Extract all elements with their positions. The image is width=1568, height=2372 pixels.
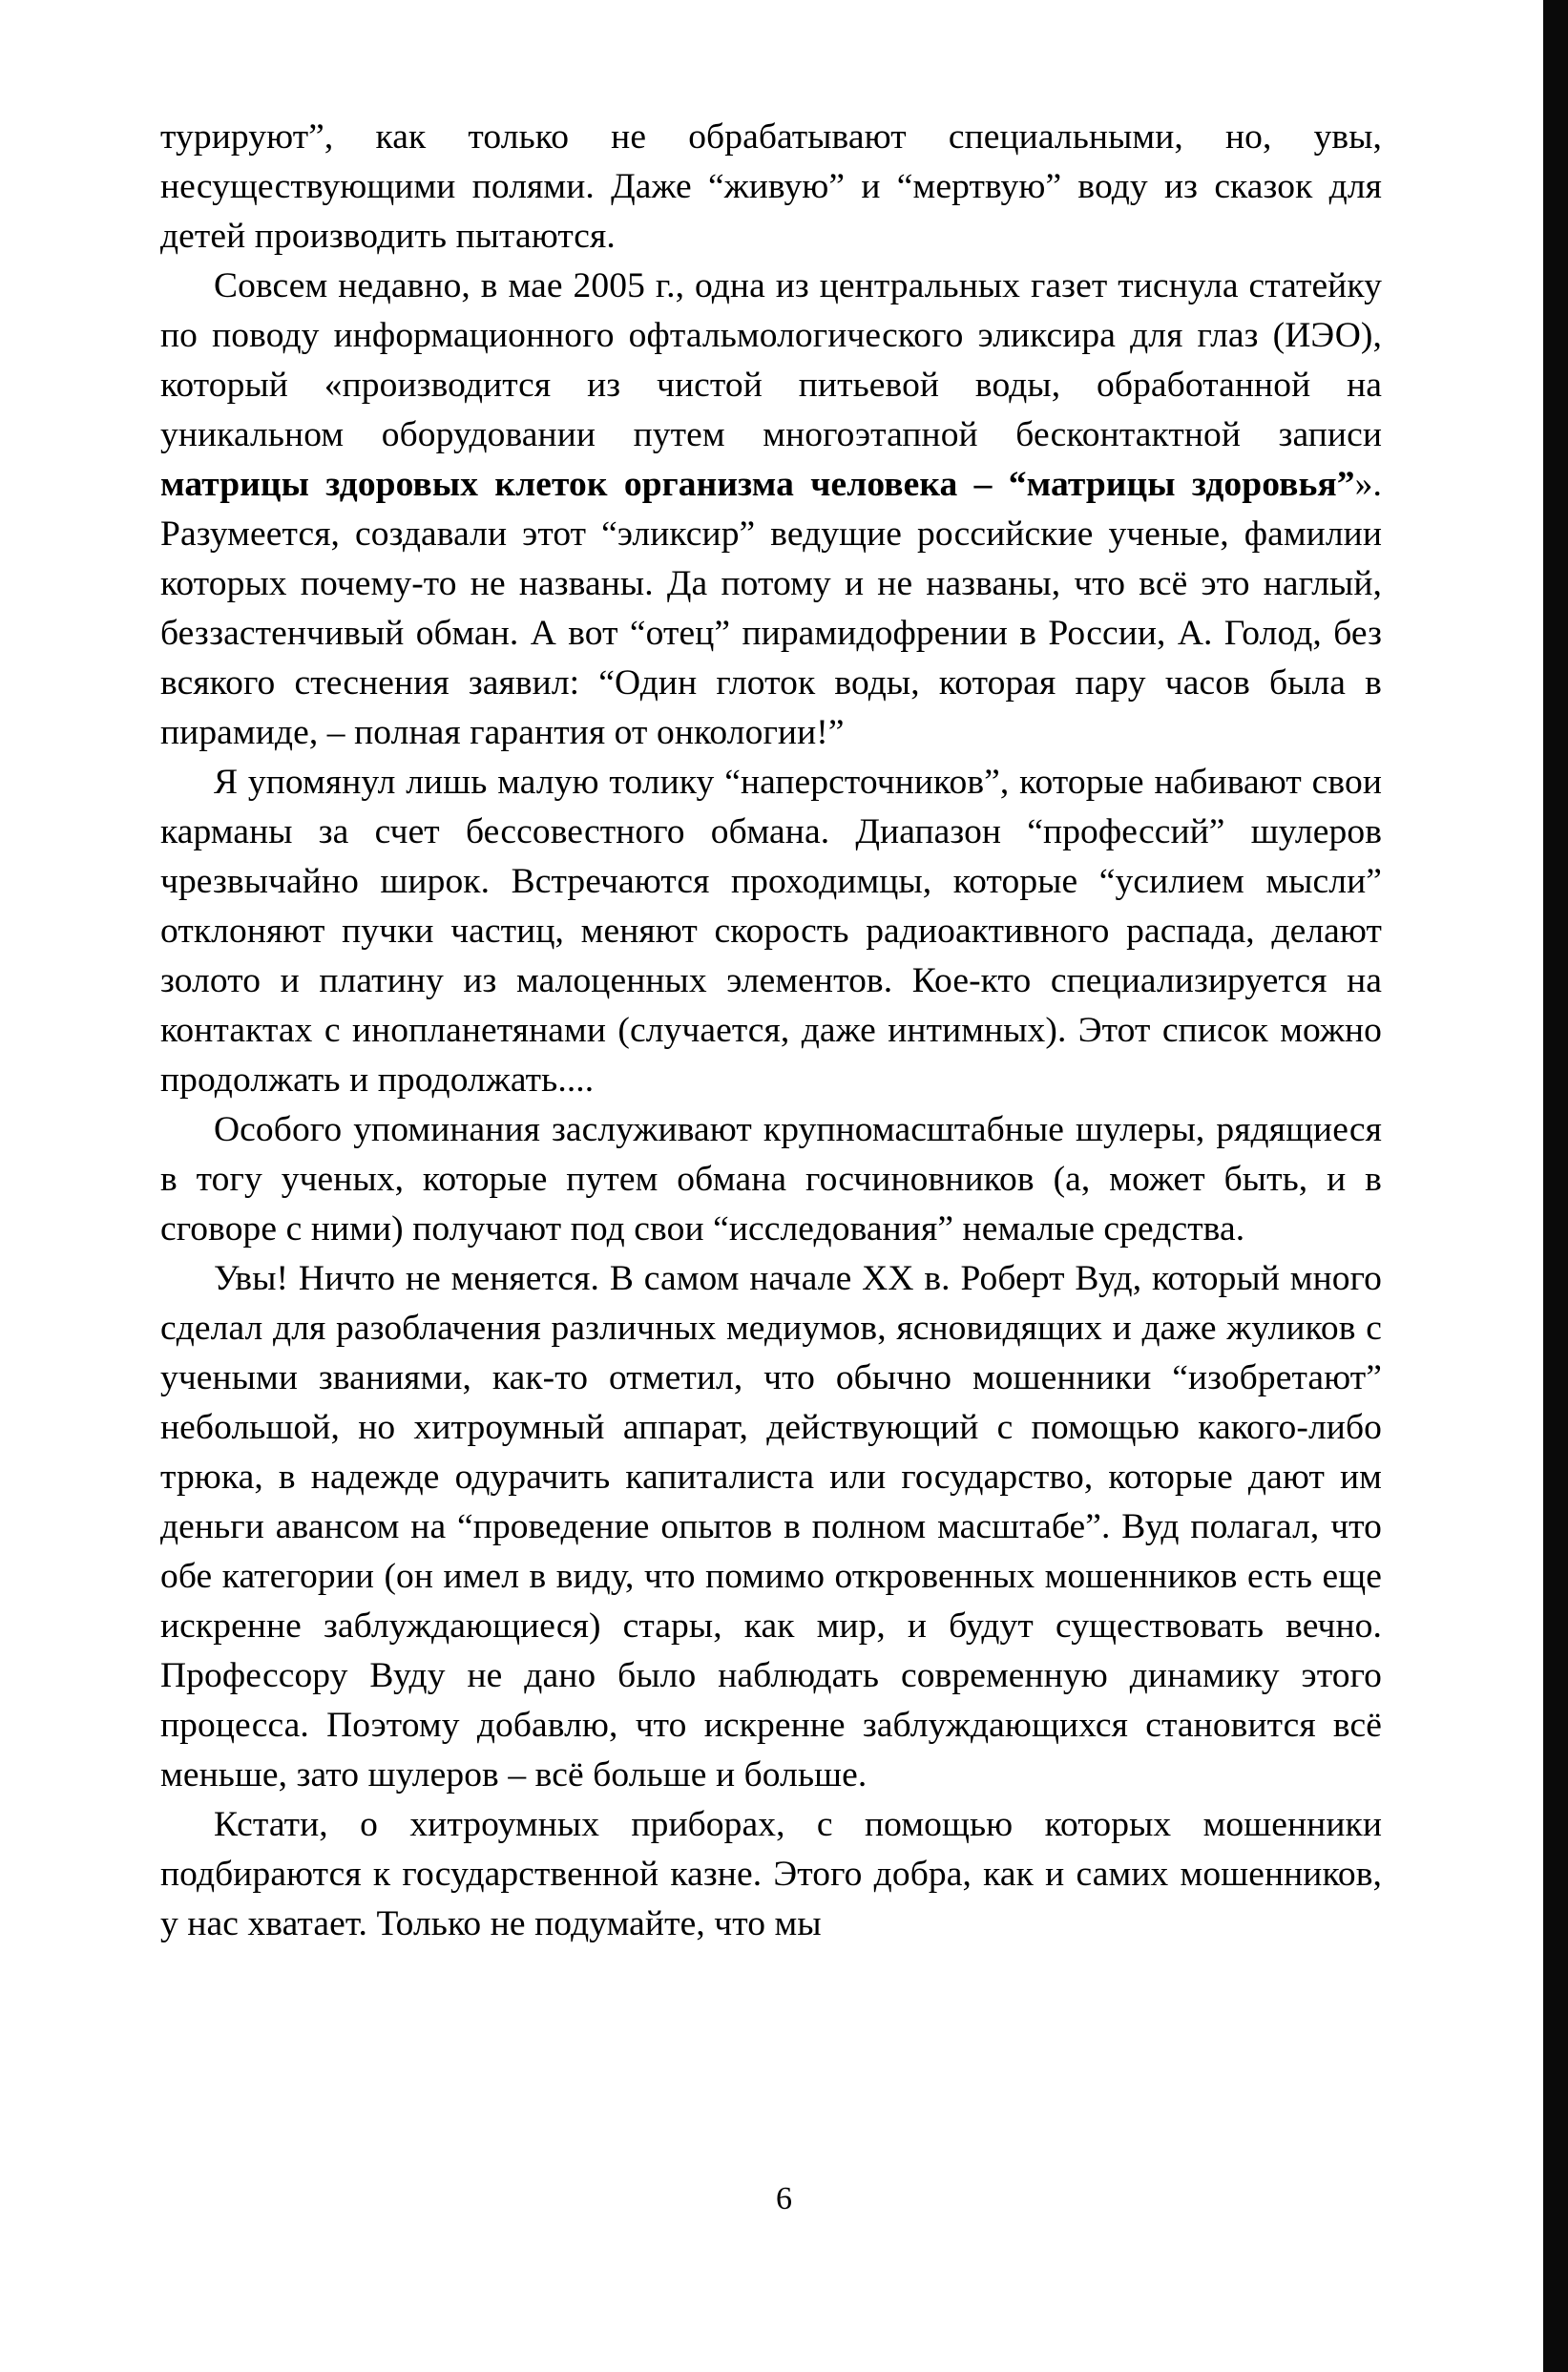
scan-edge-margin bbox=[1534, 0, 1543, 2372]
body-text-column bbox=[160, 113, 1382, 1949]
para-2: Совсем недавно, в мае 2005 г., одна из центральных газет тиснула статейку по поводу информационного офтальмологического эликсира для глаз (ИЭО), который «производится из чистой питьевой воды, обработанной на уникальном оборудовании путем многоэтапной бесконтактной записи матрицы здоровых клеток организма человека – “матрицы здоровья”». Разумеется, создавали этот “эликсир” ведущие российские ученые, фамилии которых почему-то не названы. Да потому и не названы, что всё это наглый, беззастенчивый обман. А вот “отец” пирамидофрении в России, А. Голод, без всякого стеснения заявил: “Один глоток воды, которая пару часов была в пирамиде, – полная гарантия от онкологии!” bbox=[160, 266, 1382, 752]
page-number: 6 bbox=[776, 2181, 792, 2216]
para-3: Я упомянул лишь малую толику “наперсточников”, которые набивают свои карманы за счет бессовестного обмана. Диапазон “профессий” шулеров чрезвычайно широк. Встречаются проходимцы, которые “усилием мысли” отклоняют пучки частиц, меняют скорость радиоактивного распада, делают золото и платину из малоценных элементов. Кое-кто специализируется на контактах с инопланетянами (случается, даже интимных). Этот список можно продолжать и продолжать.... bbox=[160, 763, 1382, 1100]
para-1: турируют”, как только не обрабатывают специальными, но, увы, несуществующими полями. Даже “живую” и “мертвую” воду из сказок для детей производить пытаются. bbox=[160, 117, 1382, 256]
para-6: Кстати, о хитроумных приборах, с помощью которых мошенники подбираются к государственной казне. Этого добра, как и самих мошенников, у нас хватает. Только не подумайте, что мы bbox=[160, 1805, 1382, 1943]
emphasis-run: матрицы здоровых клеток организма человека – “матрицы здоровья” bbox=[160, 465, 1355, 504]
para-4: Особого упоминания заслуживают крупномасштабные шулеры, рядящиеся в тогу ученых, которые путем обмана госчиновников (а, может быть, и в сговоре с ними) получают под свои “исследования” немалые средства. bbox=[160, 1110, 1382, 1249]
scan-edge-shadow bbox=[1543, 0, 1568, 2372]
para-5: Увы! Ничто не меняется. В самом начале XX в. Роберт Вуд, который много сделал для разоблачения различных медиумов, ясновидящих и даже жуликов с учеными званиями, как-то отметил, что обычно мошенники “изобретают” небольшой, но хитроумный аппарат, действующий с помощью какого-либо трюка, в надежде одурачить капиталиста или государство, которые дают им деньги авансом на “проведение опытов в полном масштабе”. Вуд полагал, что обе категории (он имел в виду, что помимо откровенных мошенников есть еще искренне заблуждающиеся) стары, как мир, и будут существовать вечно. Профессору Вуду не дано было наблюдать современную динамику этого процесса. Поэтому добавлю, что искренне заблуждающихся становится всё меньше, зато шулеров – всё больше и больше. bbox=[160, 1259, 1382, 1795]
